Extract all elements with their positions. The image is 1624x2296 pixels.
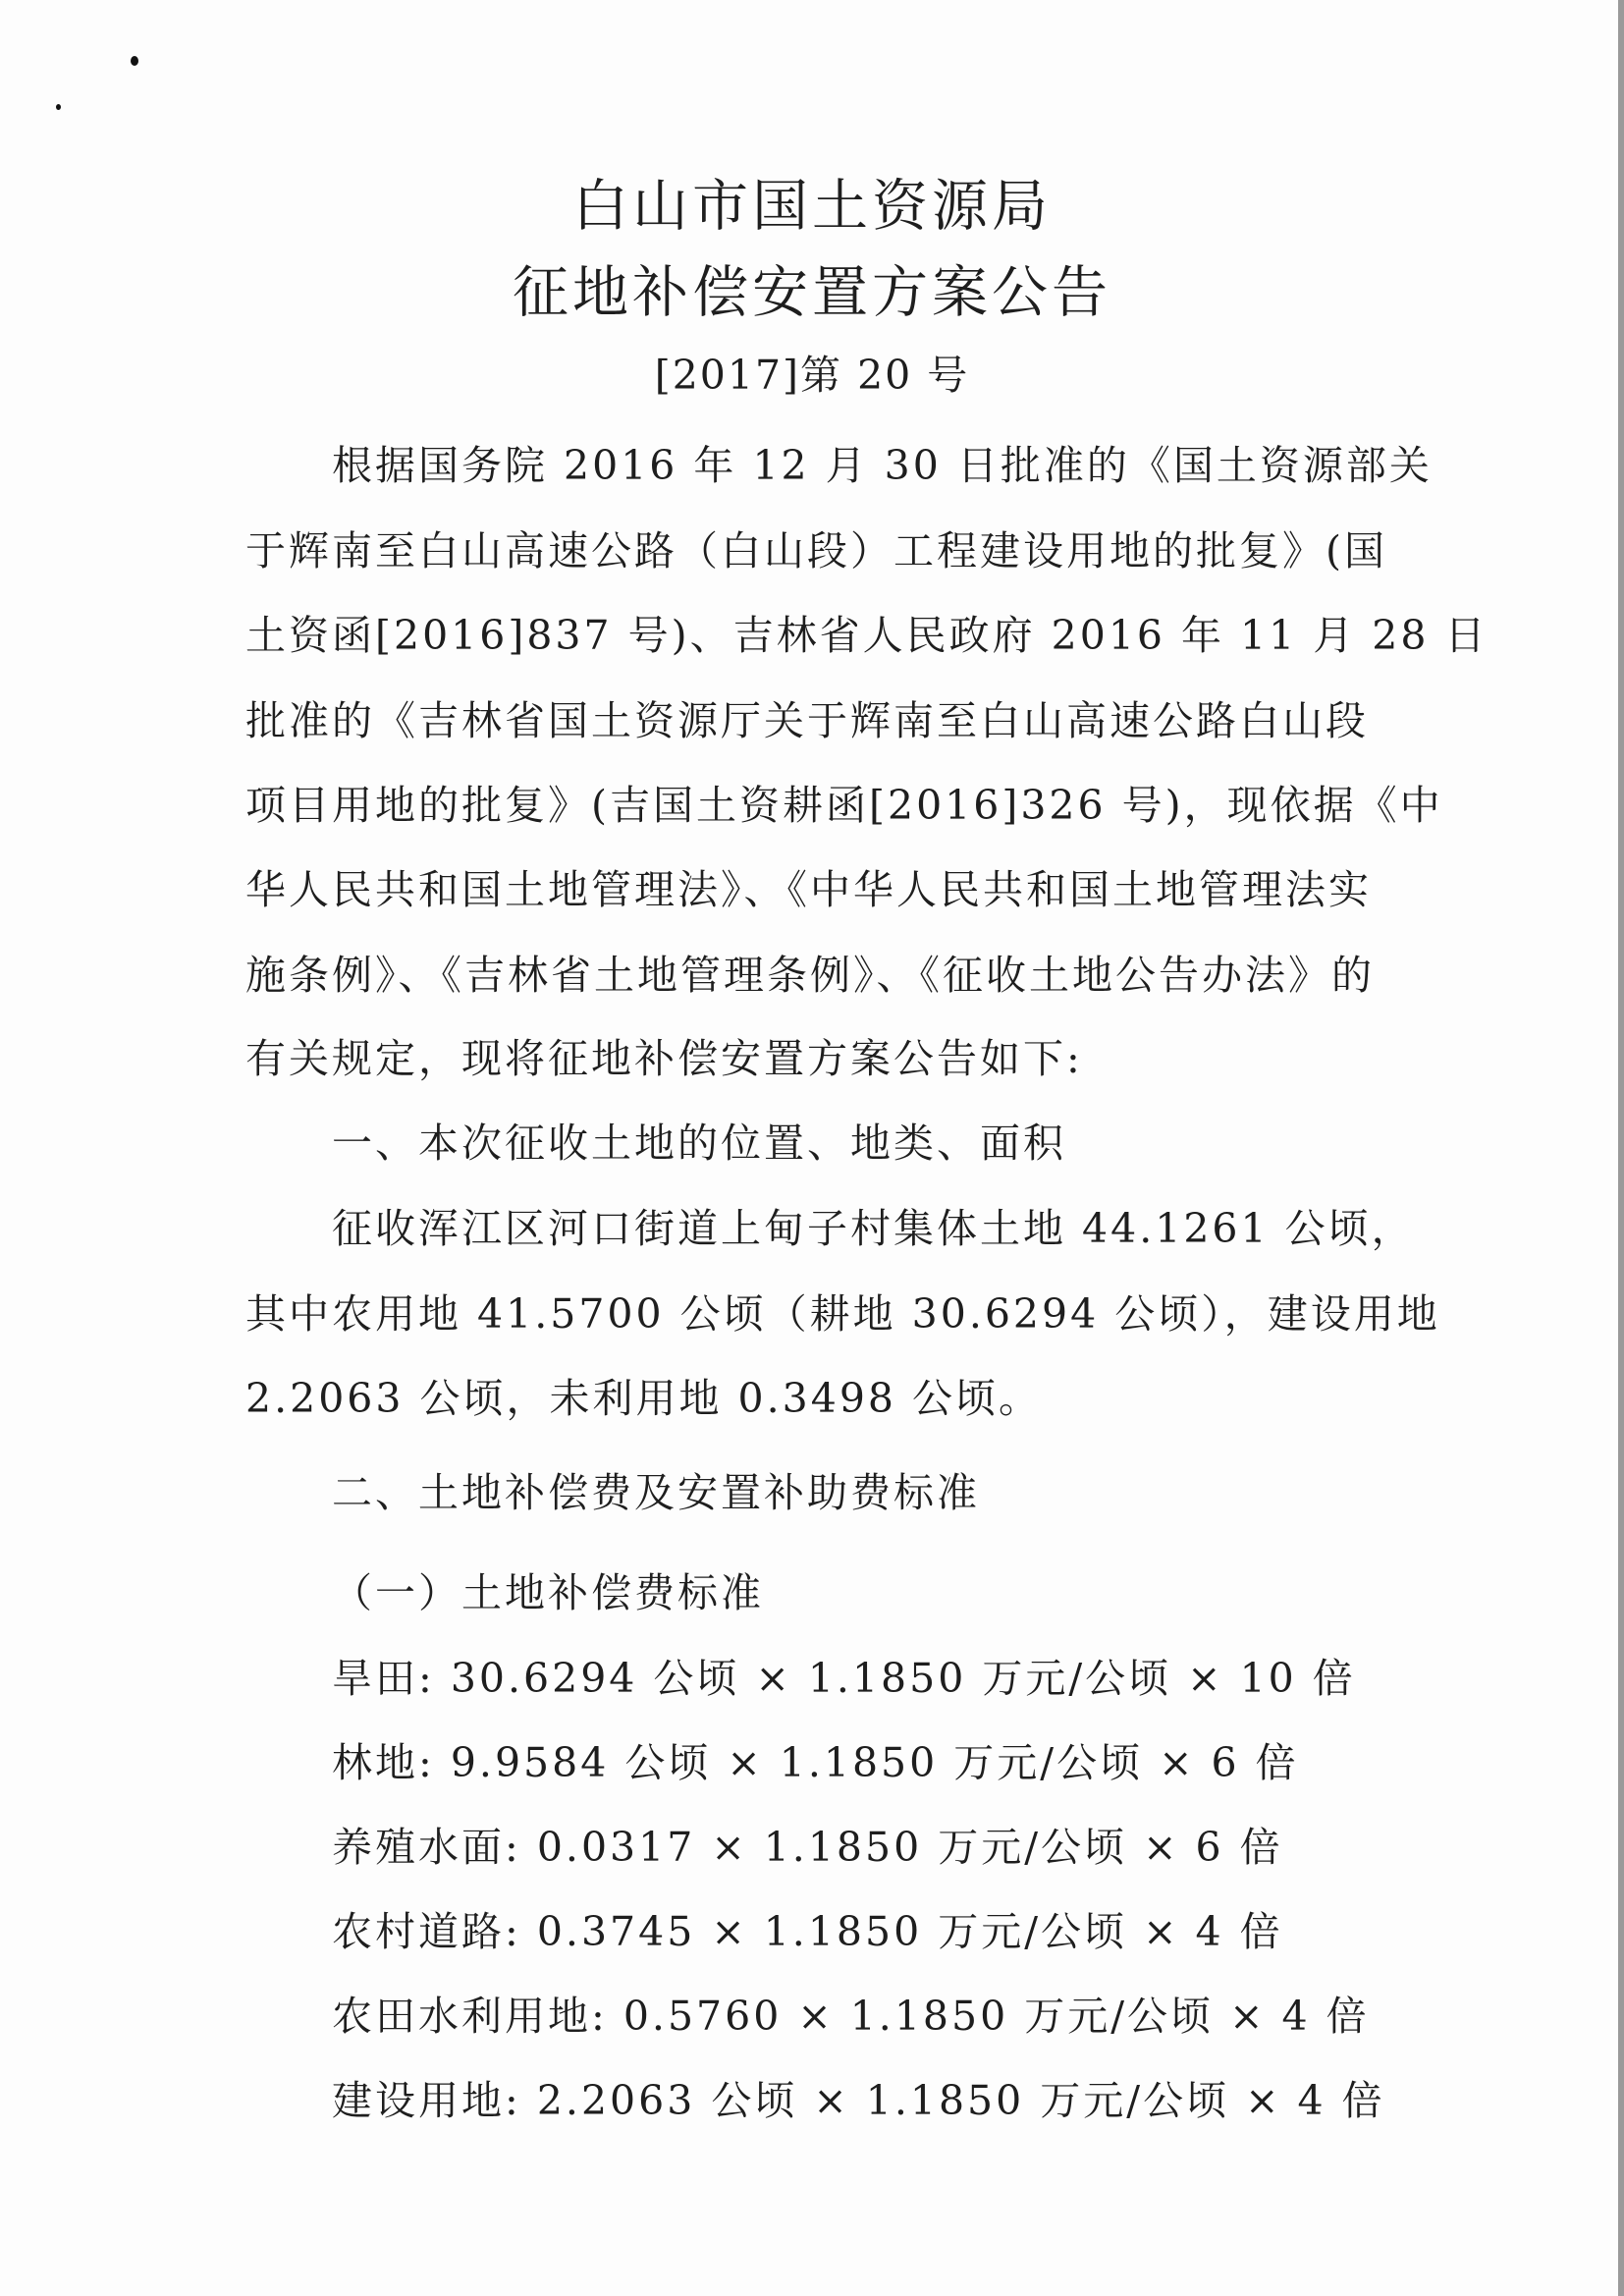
title-line-2: 征地补偿安置方案公告	[513, 260, 1111, 325]
title-line-1: 白山市国土资源局	[572, 174, 1052, 239]
compensation-item: 旱田: 30.6294 公顷 × 1.1850 万元/公顷 × 10 倍	[332, 1655, 1356, 1702]
compensation-item: 养殖水面: 0.0317 × 1.1850 万元/公顷 × 6 倍	[332, 1824, 1283, 1871]
section-line: 征收浑江区河口街道上甸子村集体土地 44.1261 公顷，	[332, 1205, 1415, 1252]
body-line: 于辉南至白山高速公路（白山段）工程建设用地的批复》(国	[245, 527, 1387, 574]
body-line: 施条例》、《吉林省土地管理条例》、《征收土地公告办法》的	[245, 952, 1375, 999]
compensation-item: 林地: 9.9584 公顷 × 1.1850 万元/公顷 × 6 倍	[332, 1739, 1299, 1786]
body-line: 有关规定，现将征地补偿安置方案公告如下:	[245, 1035, 1083, 1082]
scan-edge	[1618, 0, 1624, 2296]
section-heading: 二、土地补偿费及安置补助费标准	[332, 1469, 980, 1516]
scan-speck	[56, 104, 61, 110]
compensation-item: 农田水利用地: 0.5760 × 1.1850 万元/公顷 × 4 倍	[332, 1993, 1370, 2040]
body-line: 项目用地的批复》(吉国土资耕函[2016]326 号)，现依据《中	[245, 782, 1443, 829]
section-line: 2.2063 公顷，未利用地 0.3498 公顷。	[245, 1375, 1043, 1422]
body-line: 土资函[2016]837 号)、吉林省人民政府 2016 年 11 月 28 日	[245, 612, 1489, 659]
body-line: 根据国务院 2016 年 12 月 30 日批准的《国土资源部关	[332, 442, 1433, 489]
subsection-heading: （一）土地补偿费标准	[332, 1569, 764, 1616]
scan-speck	[131, 56, 138, 66]
section-line: 其中农用地 41.5700 公顷（耕地 30.6294 公顷），建设用地	[245, 1290, 1440, 1338]
document-number: [2017]第 20 号	[654, 352, 970, 399]
compensation-item: 建设用地: 2.2063 公顷 × 1.1850 万元/公顷 × 4 倍	[332, 2077, 1385, 2124]
body-line: 华人民共和国土地管理法》、《中华人民共和国土地管理法实	[245, 866, 1372, 913]
body-line: 批准的《吉林省国土资源厅关于辉南至白山高速公路白山段	[245, 697, 1369, 744]
section-heading: 一、本次征收土地的位置、地类、面积	[332, 1120, 1066, 1167]
compensation-item: 农村道路: 0.3745 × 1.1850 万元/公顷 × 4 倍	[332, 1908, 1283, 1955]
